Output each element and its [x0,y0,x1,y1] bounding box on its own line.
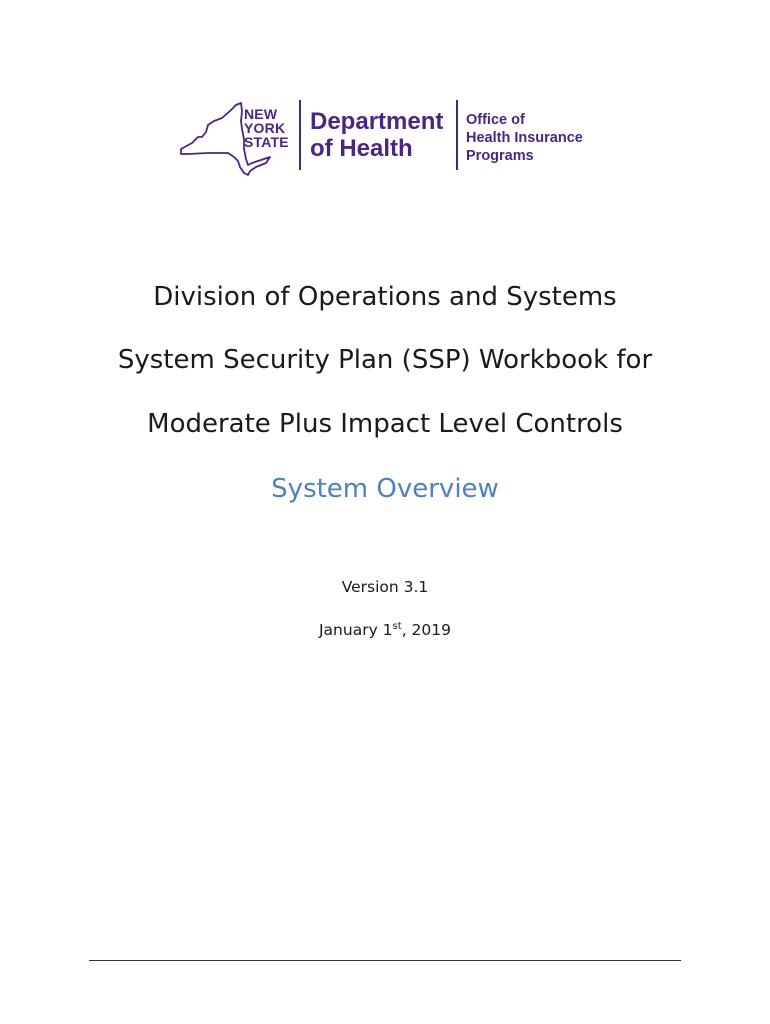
ohip-line-1: Office of [466,112,525,128]
department-of-health-wordmark [310,108,443,162]
nys-line-1: NEW [244,106,278,122]
date-prefix: January 1 [318,621,393,639]
logo-divider [299,100,301,170]
document-subtitle: System Overview [271,474,499,504]
doh-line-2: of Health [310,135,413,162]
document-date [0,621,770,639]
footer-divider [89,960,681,961]
nys-doh-logo [178,96,583,176]
document-title-line-3: Moderate Plus Impact Level Controls [147,409,623,439]
new-york-state-outline-icon [178,99,289,173]
nys-line-3: STATE [244,134,289,150]
ohip-wordmark [466,111,583,165]
ohip-line-3: Programs [466,148,534,164]
ohip-line-2: Health Insurance [466,130,583,146]
date-ordinal: st [392,620,402,632]
doh-line-1: Department [310,108,444,135]
nys-line-2: YORK [244,120,286,136]
document-title-line-1: Division of Operations and Systems [153,282,617,312]
document-title-line-2: System Security Plan (SSP) Workbook for [117,345,653,375]
nys-wordmark [244,107,289,149]
logo-divider [456,100,458,170]
document-version: Version 3.1 [341,578,429,596]
date-rest: , 2019 [401,621,451,639]
